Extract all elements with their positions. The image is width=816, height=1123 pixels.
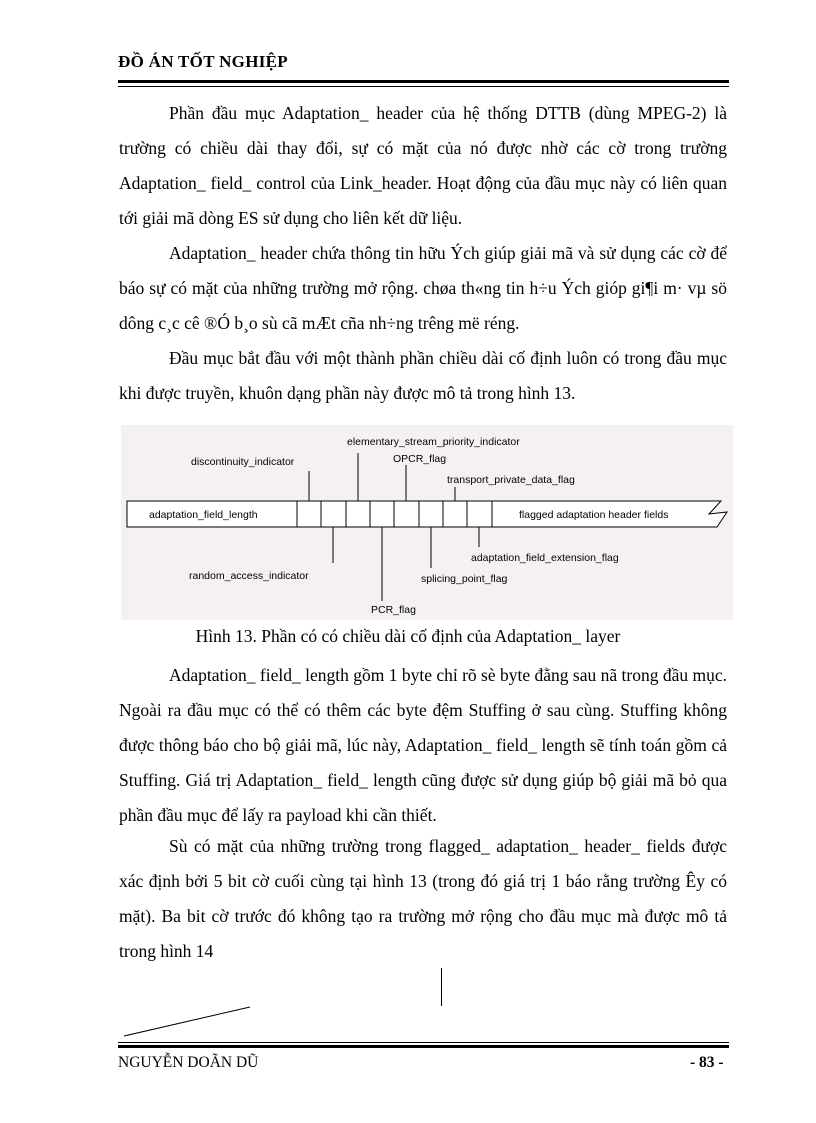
stray-vertical-line (441, 968, 442, 1006)
footer-rule-thick (118, 1045, 729, 1048)
label-splicing: splicing_point_flag (421, 573, 508, 585)
label-opcr: OPCR_flag (393, 453, 447, 465)
label-es-priority: elementary_stream_priority_indicator (347, 436, 520, 448)
paragraph-fixed-length-part: Đầu mục bắt đầu với một thành phần chiều dài cố định luôn có trong đầu mục khi được truyền, khuôn dạng phần này được mô tả trong hình 13. (119, 348, 727, 403)
label-extension: adaptation_field_extension_flag (471, 552, 619, 564)
label-pcr: PCR_flag (371, 604, 416, 616)
footer-page-number: - 83 - (690, 1054, 724, 1071)
figure-13-caption: Hình 13. Phần có có chiều dài cố định của Adaptation_ layer (195, 626, 621, 646)
header-rule-thin (118, 86, 729, 87)
figure-13-diagram (121, 425, 733, 620)
paragraph-adaptation-header-intro: Phần đầu mục Adaptation_ header của hệ thống DTTB (dùng MPEG-2) là trường có chiều dài thay đổi, sự có mặt của nó được nhờ các cờ trong trường Adaptation_ field_ control của Link_header. Hoạt động của đầu mục này có liên quan tới giải mã dòng ES sử dụng cho liên kết dữ liệu. (119, 103, 727, 228)
label-field-length: adaptation_field_length (149, 509, 258, 521)
footer-author: NGUYỄN DOÃN DŨ (118, 1054, 259, 1071)
footer-rule-thin (118, 1042, 729, 1043)
paragraph-flagged-fields: Sù có mặt của những trường trong flagged_ adaptation_ header_ fields được xác định bởi 5 bit cờ cuối cùng tại hình 13 (trong đó giá trị 1 báo rằng trường Êy có mặt). Ba bit cờ trước đó không tạo ra trường mở rộng cho đầu mục mà được mô tả trong hình 14 (119, 836, 727, 961)
label-discontinuity: discontinuity_indicator (191, 456, 295, 468)
paragraph-field-length: Adaptation_ field_ length gồm 1 byte chỉ rõ sè byte đằng sau nã trong đầu mục. Ngoài ra đầu mục có thể có thêm các byte đệm Stuffing ở sau cùng. Stuffing không được thông báo cho bộ giải mã, lúc này, Adaptation_ field_ length sẽ tính toán gồm cả Stuffing. Giá trị Adaptation_ field_ length cũng được sử dụng giúp bộ giải mã bỏ qua phần đầu mục để lấy ra payload khi cần thiết. (119, 665, 727, 825)
stray-diagonal-line (122, 1005, 254, 1039)
label-random-access: random_access_indicator (189, 570, 309, 582)
document-header-title: ĐỒ ÁN TỐT NGHIỆP (118, 52, 288, 71)
header-rule-thick (118, 80, 729, 83)
label-flagged-fields: flagged adaptation header fields (519, 509, 669, 521)
label-transport-private: transport_private_data_flag (447, 474, 575, 486)
figure-13-svg (121, 425, 733, 620)
paragraph-adaptation-header-info: Adaptation_ header chứa thông tin hữu Ých giúp giải mã và sử dụng các cờ để báo sự có mặt của những trường mở rộng. chøa th«ng tin h÷u Ých gióp gi¶i m· vµ sö dông c¸c cê ®Ó b¸o sù cã mÆt cña nh÷ng trêng më réng. (119, 243, 727, 333)
